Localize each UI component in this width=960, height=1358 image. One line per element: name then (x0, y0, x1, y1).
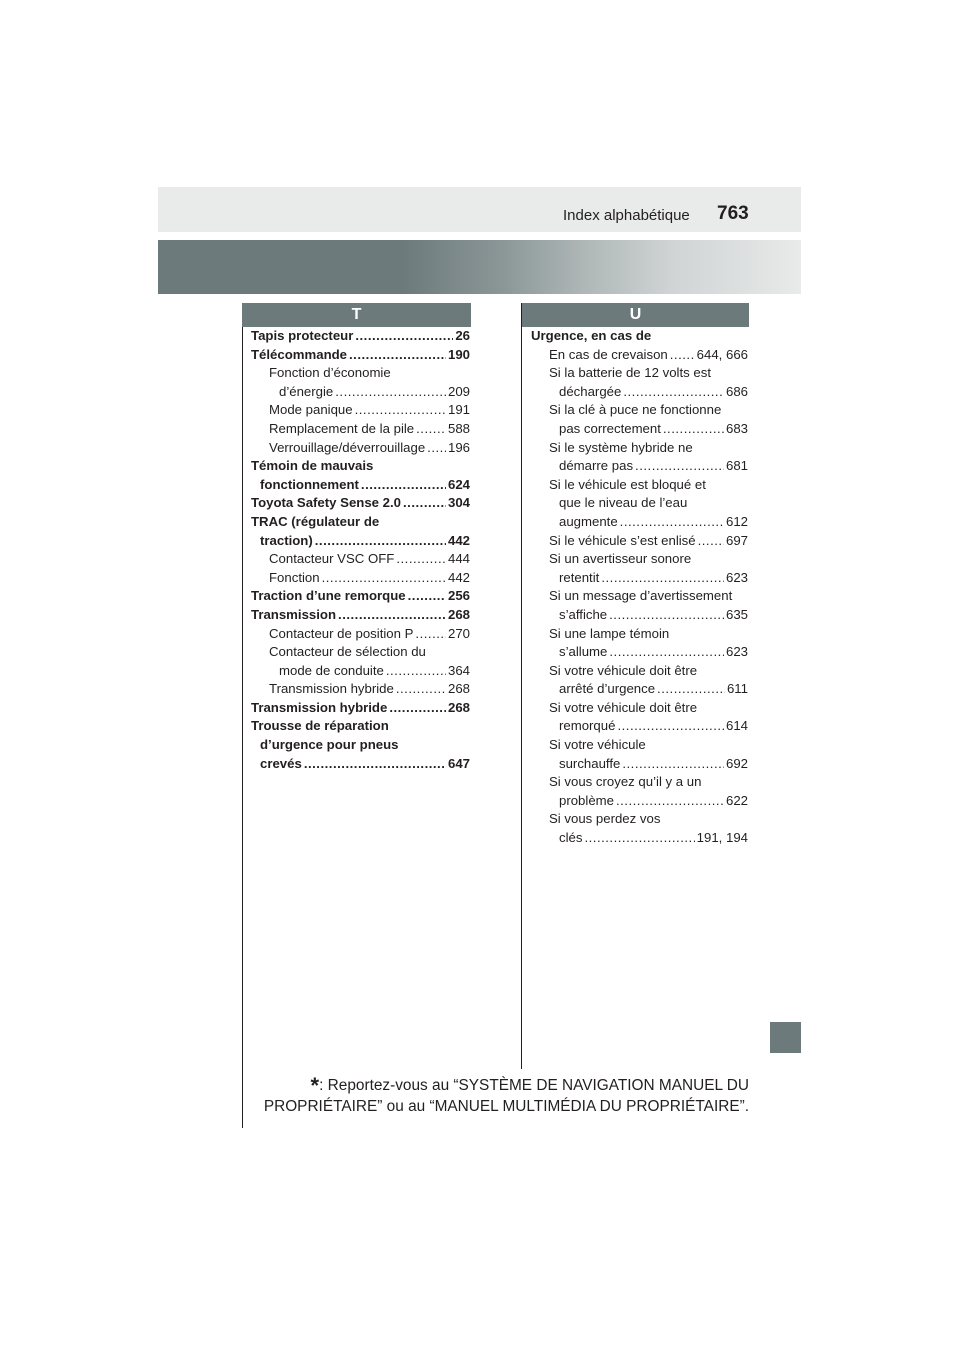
index-entry-page: 647 (447, 755, 470, 771)
index-entry (251, 420, 471, 439)
index-entry-line: Trousse de réparation (251, 718, 389, 734)
dot-leader (698, 532, 724, 551)
index-entry (251, 625, 471, 644)
dot-leader (584, 829, 694, 848)
index-entry (251, 364, 471, 401)
index-entry-line: Si vous perdez vos (549, 811, 661, 827)
index-entry-line: Si le véhicule est bloqué et (549, 476, 706, 492)
index-entry (251, 457, 471, 494)
section-header-t: T (242, 303, 471, 327)
dot-leader (622, 755, 724, 774)
dot-leader (396, 680, 446, 699)
index-entry-term: Mode panique (269, 402, 353, 418)
index-entry-line: Si la batterie de 12 volts est (549, 365, 712, 381)
index-entry (531, 736, 749, 773)
dot-leader (427, 439, 446, 458)
index-entry (531, 699, 749, 736)
index-entry-term: problème (559, 792, 614, 808)
index-entry-line: Contacteur de sélection du (269, 644, 426, 660)
index-entry-term: mode de conduite (279, 662, 384, 678)
index-entry (531, 550, 749, 587)
index-column-right (531, 327, 749, 848)
index-entry (531, 532, 749, 551)
section-header-u: U (522, 303, 749, 327)
index-entry (251, 494, 471, 513)
dot-leader (408, 587, 446, 606)
page-number: 763 (717, 203, 749, 224)
index-entry-line: Si un message d’avertissement (549, 588, 733, 604)
index-entry-term: s’allume (559, 644, 608, 660)
index-entry-page: 364 (447, 662, 470, 678)
index-entry-page: 268 (447, 606, 470, 622)
index-entry-page: 442 (447, 532, 470, 548)
dot-leader (415, 625, 446, 644)
index-entry (531, 587, 749, 624)
dot-leader (304, 755, 446, 774)
index-entry-term: s’affiche (559, 606, 608, 622)
index-entry (531, 662, 749, 699)
dot-leader (315, 532, 446, 551)
index-entry-page: 697 (725, 532, 748, 548)
index-entry-line: Si votre véhicule doit être (549, 699, 698, 715)
dot-leader (386, 662, 446, 681)
index-entry-line: TRAC (régulateur de (251, 513, 380, 529)
dot-leader (609, 606, 724, 625)
dot-leader (416, 420, 446, 439)
index-entry-page: 622 (725, 792, 748, 808)
index-entry (251, 587, 471, 606)
index-entry-line: Si le système hybride ne (549, 439, 693, 455)
index-entry (531, 476, 749, 532)
index-entry (531, 327, 749, 346)
index-entry (251, 346, 471, 365)
dot-leader (663, 420, 724, 439)
index-entry-line: Si vous croyez qu’il y a un (549, 774, 702, 790)
index-entry-page: 623 (725, 644, 748, 660)
index-entry-page: 623 (725, 569, 748, 585)
index-entry-page: 190 (447, 346, 470, 362)
index-entry-page: 614 (725, 718, 748, 734)
index-entry-term: Urgence, en cas de (531, 328, 652, 343)
header-title: Index alphabétique (563, 207, 690, 224)
dot-leader (616, 792, 724, 811)
index-entry-page: 692 (725, 755, 748, 771)
index-entry-term: clés (559, 830, 583, 846)
index-entry (251, 717, 471, 773)
index-entry-term: Traction d’une remorque (251, 588, 406, 604)
index-entry-line: Si votre véhicule doit être (549, 662, 698, 678)
dot-leader (361, 476, 446, 495)
dot-leader (403, 494, 446, 513)
header-gradient-band (158, 240, 801, 294)
index-entry-term: Tapis protecteur (251, 328, 354, 343)
dot-leader (623, 383, 724, 402)
index-entry-page: 191, 194 (696, 830, 748, 846)
index-entry-line: d’urgence pour pneus (260, 737, 399, 753)
index-entry-term: pas correctement (559, 420, 661, 436)
index-entry (251, 606, 471, 625)
index-entry-term: En cas de crevaison (549, 346, 668, 362)
index-entry-line: Si un avertisseur sonore (549, 551, 692, 567)
chapter-tab (770, 1022, 801, 1053)
index-entry-page: 209 (447, 383, 470, 399)
dot-leader (617, 717, 724, 736)
index-entry-page: 268 (447, 699, 470, 715)
index-entry-line: Témoin de mauvais (251, 458, 374, 474)
index-entry-page: 191 (447, 402, 470, 418)
index-entry-term: Verrouillage/déverrouillage (269, 439, 426, 455)
index-entry (531, 346, 749, 365)
index-entry (251, 699, 471, 718)
index-entry-page: 681 (725, 458, 748, 474)
index-entry-term: Toyota Safety Sense 2.0 (251, 495, 402, 511)
index-entry-page: 611 (726, 681, 748, 697)
dot-leader (620, 513, 724, 532)
index-entry-term: Fonction (269, 569, 320, 585)
index-entry (251, 643, 471, 680)
index-entry (251, 439, 471, 458)
index-entry (251, 513, 471, 550)
index-entry-term: arrêté d’urgence (559, 681, 656, 697)
index-entry-line: Si une lampe témoin (549, 625, 670, 641)
index-entry-term: démarre pas (559, 458, 634, 474)
index-entry-term: Si le véhicule s’est enlisé (549, 532, 696, 548)
index-entry-term: d’énergie (279, 383, 334, 399)
dot-leader (355, 401, 446, 420)
dot-leader (635, 457, 724, 476)
index-entry-term: Transmission hybride (269, 681, 394, 697)
index-entry-term: Contacteur VSC OFF (269, 551, 395, 567)
footnote (243, 1075, 749, 1117)
index-entry-term: Remplacement de la pile (269, 420, 415, 436)
index-entry-term: Transmission (251, 606, 337, 622)
footnote-line-2: PROPRIÉTAIRE” ou au “MANUEL MULTIMÉDIA DU PROPRIÉTAIRE”. (263, 1098, 749, 1115)
index-entry-term: Contacteur de position P (269, 625, 414, 641)
index-entry-page: 26 (455, 328, 470, 343)
dot-leader (670, 346, 695, 365)
header-bar (158, 187, 801, 232)
index-entry (251, 550, 471, 569)
index-entry-page: 268 (447, 681, 470, 697)
index-entry (251, 401, 471, 420)
index-entry-page: 635 (725, 606, 748, 622)
index-entry-page: 686 (725, 383, 748, 399)
index-column-left (251, 327, 471, 773)
index-entry-term: surchauffe (559, 755, 621, 771)
index-entry-page: 588 (447, 420, 470, 436)
index-entry-term: déchargée (559, 383, 622, 399)
index-entry (251, 680, 471, 699)
dot-leader (355, 327, 453, 346)
index-entry-line: Si la clé à puce ne fonctionne (549, 402, 722, 418)
footnote-asterisk: * (310, 1073, 320, 1098)
index-entry-term: crevés (260, 755, 302, 771)
index-entry (531, 625, 749, 662)
index-entry-page: 644, 666 (696, 346, 748, 362)
dot-leader (338, 606, 446, 625)
dot-leader (335, 383, 446, 402)
dot-leader (609, 643, 724, 662)
index-entry-page: 304 (447, 495, 470, 511)
index-entry-term: remorqué (559, 718, 616, 734)
index-entry-page: 270 (447, 625, 470, 641)
dot-leader (389, 699, 446, 718)
index-entry (531, 773, 749, 810)
dot-leader (322, 569, 446, 588)
index-entry (531, 364, 749, 401)
index-entry-page: 256 (447, 588, 470, 604)
index-entry-line: Fonction d’économie (269, 365, 391, 381)
index-entry-page: 442 (447, 569, 470, 585)
left-margin-rule (242, 303, 243, 1128)
index-entry-term: retentit (559, 569, 600, 585)
dot-leader (349, 346, 446, 365)
index-entry-page: 624 (447, 476, 470, 492)
index-entry (251, 569, 471, 588)
index-entry-page: 196 (447, 439, 470, 455)
column-divider (521, 303, 522, 1069)
index-entry (251, 327, 471, 346)
index-entry (531, 810, 749, 847)
index-entry-line: Si votre véhicule (549, 737, 646, 753)
index-entry-term: Transmission hybride (251, 699, 388, 715)
dot-leader (657, 680, 725, 699)
index-entry-page: 612 (725, 513, 748, 529)
index-entry-term: Télécommande (251, 346, 348, 362)
index-entry-line: que le niveau de l’eau (559, 495, 688, 511)
dot-leader (396, 550, 446, 569)
index-entry-term: fonctionnement (260, 476, 359, 492)
index-entry-page: 444 (447, 551, 470, 567)
index-entry-page: 683 (725, 420, 748, 436)
index-entry-term: augmente (559, 513, 618, 529)
index-entry (531, 439, 749, 476)
footnote-line-1: : Reportez-vous au “SYSTÈME DE NAVIGATION MANUEL DU (319, 1077, 749, 1094)
dot-leader (601, 569, 724, 588)
index-entry-term: traction) (260, 532, 313, 548)
index-entry (531, 401, 749, 438)
